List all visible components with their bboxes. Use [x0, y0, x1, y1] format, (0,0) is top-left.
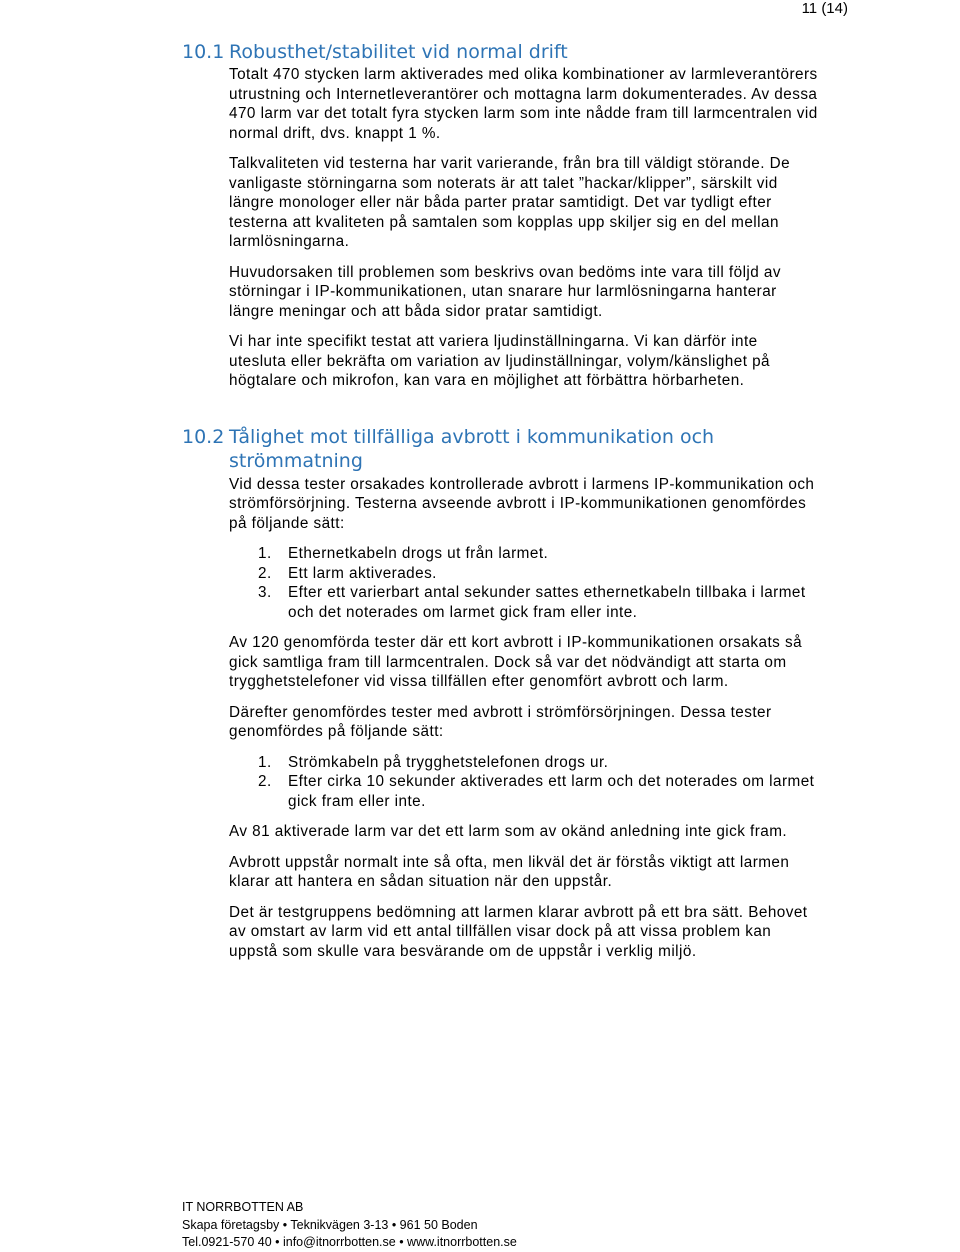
- list-marker: 1.: [258, 753, 272, 771]
- paragraph: Vi har inte specifikt testat att variera ljudinställningarna. Vi kan därför inte utesluta eller bekräfta om variation av ljudinställningar, volym/känslighet på högtalare och mikrofon, kan vara en möjlighet att förbättra hörbarheten.: [229, 333, 771, 389]
- paragraph: Vid dessa tester orsakades kontrollerade avbrott i larmens IP-kommunikation och strömförsörjning. Testerna avseende avbrott i IP-kommunikationen genomfördes på följande sätt:: [229, 475, 815, 532]
- list-item: [229, 753, 819, 773]
- paragraph: Totalt 470 stycken larm aktiverades med olika kombinationer av larmleverantörers utrustning och Internetleverantörer och mottagna larm dokumenterades. Av dessa 470 larm var det totalt fyra stycken larm som inte nådde fram till larmcentralen vid normal drift, dvs. knappt 1 %.: [229, 66, 818, 142]
- list-item: [229, 583, 819, 622]
- page-footer: [182, 1199, 517, 1252]
- list-marker: 2.: [258, 564, 272, 582]
- footer-contact: Tel.0921-570 40 • info@itnorrbotten.se • www.itnorrbotten.se: [182, 1235, 517, 1249]
- list-item-text: Efter ett varierbart antal sekunder sattes ethernetkabeln tillbaka i larmet och det noterades om larmet gick fram eller inte.: [288, 584, 806, 621]
- list-item: [229, 544, 819, 564]
- paragraph: Därefter genomfördes tester med avbrott i strömförsörjningen. Dessa tester genomfördes på följande sätt:: [229, 703, 772, 740]
- paragraph: Huvudorsaken till problemen som beskrivs ovan bedöms inte vara till följd av störningar i IP-kommunikationen, utan snarare hur larmlösningarna hanterar längre meningar och att båda sidor pratar samtidigt.: [229, 263, 781, 320]
- paragraph: Avbrott uppstår normalt inte så ofta, men likväl det är förstås viktigt att larmen klarar att hantera en sådan situation när den uppstår.: [229, 853, 790, 890]
- footer-address: Skapa företagsby • Teknikvägen 3-13 • 961 50 Boden: [182, 1217, 478, 1232]
- list-item-text: Ethernetkabeln drogs ut från larmet.: [288, 545, 549, 562]
- list-item-text: Strömkabeln på trygghetstelefonen drogs ur.: [288, 753, 609, 771]
- paragraph: Av 81 aktiverade larm var det ett larm som av okänd anledning inte gick fram.: [229, 823, 788, 840]
- list-marker: 1.: [258, 545, 272, 562]
- paragraph: Det är testgruppens bedömning att larmen klarar avbrott på ett bra sätt. Behovet av omstart av larm vid ett antal tillfällen visar dock på att vissa problem kan uppstå som skulle vara besvärande om de uppstår i verklig miljö.: [229, 903, 808, 960]
- paragraph: Talkvaliteten vid testerna har varit varierande, från bra till väldigt störande. De vanligaste störningarna som noterats är att talet ”hackar/klipper”, särskilt vid längre monologer eller när båda parter pratar samtidigt. Det var tydligt efter testerna att kvaliteten på samtalen som kopplas upp skiljer sig en del mellan larmlösningarna.: [229, 155, 791, 250]
- page-number: 11 (14): [801, 0, 848, 17]
- paragraph: Av 120 genomförda tester där ett kort avbrott i IP-kommunikationen orsakats så gick samtliga fram till larmcentralen. Dock så var det nödvändigt att starta om trygghetstelefoner vid vissa tillfällen efter genomfört avbrott och larm.: [229, 634, 803, 690]
- list-item: [229, 772, 819, 811]
- section-10-2: [182, 425, 822, 962]
- power-test-steps-list: [229, 753, 819, 812]
- section-number: 10.1: [182, 41, 225, 63]
- document-body: [182, 40, 822, 972]
- section-title: Tålighet mot tillfälliga avbrott i kommunikation och strömmatning: [229, 425, 715, 472]
- section-title: Robusthet/stabilitet vid normal drift: [229, 41, 568, 63]
- ip-test-steps-list: [229, 544, 819, 622]
- list-item: [229, 564, 819, 584]
- list-item-text: Efter cirka 10 sekunder aktiverades ett larm och det noterades om larmet gick fram eller inte.: [288, 773, 815, 810]
- section-10-1: [182, 40, 822, 391]
- section-number: 10.2: [182, 425, 225, 448]
- list-item-text: Ett larm aktiverades.: [288, 564, 437, 582]
- section-heading: [182, 425, 822, 473]
- section-heading: [182, 40, 822, 64]
- list-marker: 2.: [258, 773, 272, 790]
- list-marker: 3.: [258, 584, 272, 601]
- footer-company: IT NORRBOTTEN AB: [182, 1200, 304, 1214]
